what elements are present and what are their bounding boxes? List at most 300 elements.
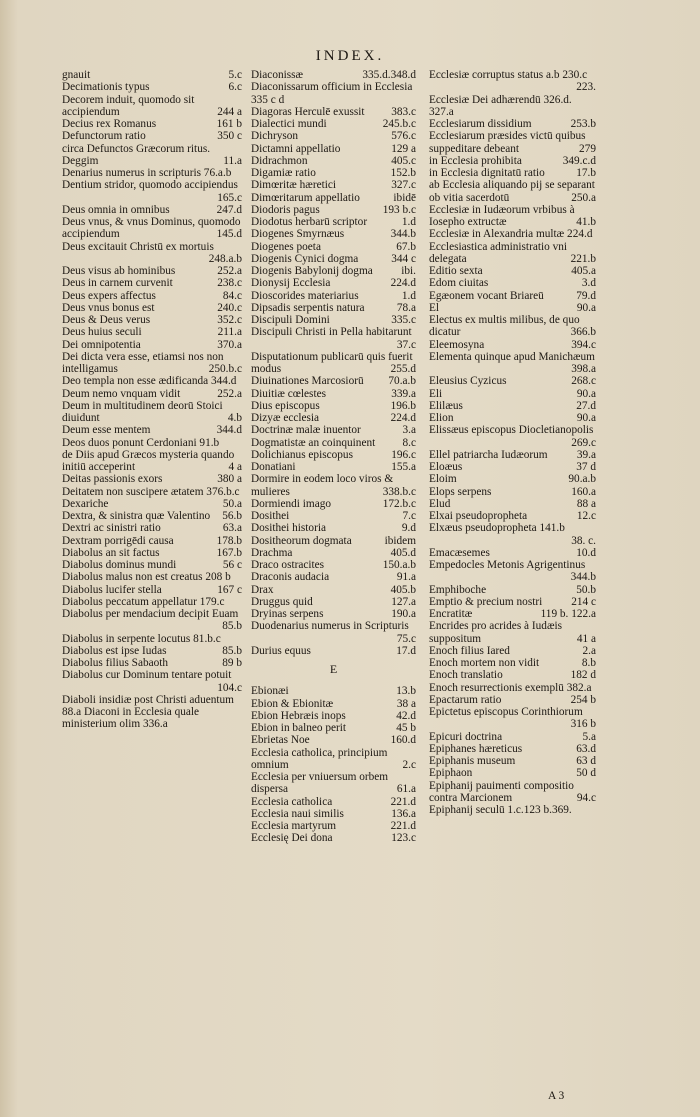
index-entry <box>429 155 596 167</box>
entry-term: Draconis audacia <box>251 571 330 584</box>
entry-term: circa Defunctos Græcorum ritus. Deggim <box>62 142 211 167</box>
entry-term: Diabolus malus non est creatus 208 b <box>62 571 231 584</box>
entry-term: Epicuri doctrina <box>429 730 503 743</box>
index-entry <box>251 710 416 722</box>
index-entry <box>429 375 596 387</box>
index-entry <box>251 106 416 118</box>
entry-term: Draco ostracites <box>251 559 325 571</box>
entry-term: Decorem induit, quomodo sit accipiendum <box>62 93 195 118</box>
index-entry <box>251 81 416 106</box>
index-entry <box>62 510 242 522</box>
entry-page-ref: 254 b <box>570 693 596 706</box>
index-entry <box>251 620 416 645</box>
entry-term: Deum in multitudinem deorū Stoici diuidunt <box>62 399 223 424</box>
index-entry <box>62 216 242 241</box>
index-entry <box>251 216 416 228</box>
entry-page-ref: 145.d <box>216 228 242 241</box>
entry-page-ref: 196.c <box>391 448 416 461</box>
entry-page-ref: 50.a <box>222 497 242 510</box>
entry-page-ref: 11.a <box>223 154 242 167</box>
entry-term: Deus visus ab hominibus <box>62 265 176 277</box>
entry-term: Dimœritarum appellatio <box>251 191 360 204</box>
entry-term: Diodotus herbarū scriptor <box>251 216 368 228</box>
index-entry <box>251 130 416 142</box>
entry-page-ref: 352.c <box>217 314 242 326</box>
entry-term: Durius equus <box>251 644 311 657</box>
index-entry <box>62 584 242 596</box>
index-entry <box>62 265 242 277</box>
entry-page-ref: 344.b <box>390 228 416 241</box>
entry-term: Elops serpens <box>429 485 492 498</box>
index-entry <box>251 437 416 449</box>
entry-page-ref: 2.a <box>582 644 596 657</box>
index-entry <box>251 265 416 277</box>
entry-term: Deitas passionis exors <box>62 473 163 486</box>
entry-term: Decius rex Romanus <box>62 118 157 130</box>
entry-term: Deum nemo vnquam vidit <box>62 387 181 400</box>
entry-term: Ecclesia catholica <box>251 795 333 808</box>
index-entry <box>251 290 416 302</box>
index-entry <box>62 179 242 204</box>
index-entry <box>429 461 596 473</box>
entry-term: in Ecclesia prohibita <box>429 154 522 167</box>
index-entry <box>251 388 416 400</box>
index-entry <box>62 522 242 534</box>
index-entry <box>251 734 416 746</box>
entry-page-ref: 245.b.c <box>382 118 416 130</box>
entry-term: Deus vnus, & vnus Dominus, quomodo accipiendum <box>62 216 241 241</box>
entry-page-ref: 221.b <box>570 252 596 265</box>
index-entry <box>429 388 596 400</box>
entry-page-ref: 90.a <box>576 412 596 424</box>
index-entry <box>429 400 596 412</box>
entry-term: Ecclesiarum præsides victū quibus suppeditare debeant <box>429 130 586 155</box>
entry-page-ref: 349.c.d <box>562 154 596 167</box>
entry-page-ref: 2.c <box>402 758 416 771</box>
entry-term: Ebion & Ebionitæ <box>251 697 334 710</box>
entry-term: Dextri ac sinistri ratio <box>62 522 161 535</box>
entry-page-ref: 165.c <box>217 191 242 204</box>
entry-page-ref: 12.c <box>576 510 596 522</box>
entry-term: Dextra, & sinistra quæ Valentino <box>62 510 211 522</box>
index-entry <box>251 685 416 697</box>
entry-term: Diuinationes Marcosiorū <box>251 375 364 388</box>
entry-page-ref: 405.b <box>390 583 416 596</box>
entry-page-ref: 78.a <box>396 301 416 314</box>
index-entry <box>429 69 596 94</box>
entry-page-ref: 155.a <box>391 461 416 473</box>
entry-page-ref: 10.d <box>576 546 596 559</box>
entry-term: Eli <box>429 387 443 400</box>
entry-page-ref: 160.a <box>571 485 596 498</box>
index-entry <box>251 314 416 326</box>
entry-page-ref: 84.c <box>222 289 242 302</box>
index-entry <box>429 265 596 277</box>
entry-page-ref: 61.a <box>396 783 416 796</box>
index-entry <box>429 351 596 376</box>
entry-term: Diabolus est ipse Iudas <box>62 644 167 657</box>
entry-term: Diabolus filius Sabaoth <box>62 657 169 669</box>
entry-term: Elxæus pseudopropheta 141.b <box>429 522 565 535</box>
index-entry <box>251 412 416 424</box>
index-entry <box>429 584 596 596</box>
index-entry <box>62 559 242 571</box>
entry-term: Epiphanis museum <box>429 755 516 767</box>
entry-page-ref: ibi. <box>401 265 416 277</box>
entry-term: Dositheorum dogmata <box>251 534 352 547</box>
index-entry <box>62 645 242 657</box>
entry-page-ref: 193 b.c <box>382 203 416 216</box>
index-entry <box>62 633 242 645</box>
entry-page-ref: 85.b <box>222 620 242 633</box>
entry-term: Dizyæ ecclesia <box>251 412 320 424</box>
entry-term: Diaconissæ <box>251 69 304 81</box>
entry-page-ref: 253.b <box>570 118 596 130</box>
entry-term: Ecclesiastica administratio vni delegata <box>429 240 568 265</box>
entry-term: Elion <box>429 412 454 424</box>
entry-page-ref: 196.b <box>390 399 416 412</box>
entry-page-ref: 38 a <box>396 697 416 710</box>
entry-page-ref: 224.d <box>390 277 416 290</box>
entry-term: Deitatem non suscipere ætatem 376.b.c <box>62 485 240 498</box>
entry-page-ref: 221.d <box>390 820 416 832</box>
index-entry <box>251 192 416 204</box>
entry-page-ref: 127.a <box>391 595 416 608</box>
entry-term: Dei omnipotentia <box>62 338 141 351</box>
index-entry <box>429 277 596 289</box>
entry-term: Deus excitauit Christū ex mortuis <box>62 240 214 253</box>
entry-page-ref: 405.c <box>391 154 416 167</box>
index-entry <box>62 473 242 485</box>
index-entry <box>429 228 596 240</box>
entry-page-ref: 45 b <box>396 722 416 734</box>
entry-term: Epactarum ratio <box>429 693 502 706</box>
index-entry <box>251 771 416 796</box>
entry-term: Drachma <box>251 546 293 559</box>
entry-term: Dormire in eodem loco viros & mulieres <box>251 473 394 498</box>
index-entry <box>62 351 242 376</box>
index-entry <box>62 608 242 633</box>
entry-term: Ecclesiæ corruptus status a.b 230.c <box>429 69 588 81</box>
index-entry <box>251 535 416 547</box>
entry-page-ref: 56 c <box>222 559 242 571</box>
entry-page-ref: 67.b <box>396 240 416 253</box>
index-entry <box>62 143 242 168</box>
index-entry <box>62 277 242 289</box>
index-entry <box>62 326 242 338</box>
index-entry <box>62 657 242 669</box>
index-entry <box>62 388 242 400</box>
entry-page-ref: 119 b. 122.a <box>540 608 596 620</box>
entry-term: Elilæus <box>429 399 463 412</box>
entry-page-ref: 221.d <box>390 795 416 808</box>
entry-term: Emptio & precium nostri <box>429 595 543 608</box>
entry-page-ref: 344.d <box>216 424 242 437</box>
entry-term: Dialectici mundi <box>251 118 327 130</box>
entry-term: Ebion Hebræis inops <box>251 709 346 722</box>
index-entry <box>429 522 596 547</box>
entry-page-ref: 380 a <box>217 473 242 486</box>
index-entry <box>429 290 596 302</box>
entry-term: Discipuli Domini <box>251 314 330 326</box>
index-entry <box>62 130 242 142</box>
entry-page-ref: 327.c <box>391 179 416 192</box>
entry-term: Deos duos ponunt Cerdoniani 91.b <box>62 436 220 449</box>
entry-term: Decimationis typus <box>62 81 150 94</box>
entry-term: Deo templa non esse ædificanda 344.d <box>62 375 237 388</box>
entry-term: Diaconissarum officium in Ecclesia 335 c d <box>251 81 413 106</box>
index-entry <box>429 94 596 119</box>
entry-page-ref: 167 c <box>217 583 242 596</box>
index-entry <box>251 820 416 832</box>
index-entry <box>62 424 242 436</box>
entry-term: Epiphanes hæreticus <box>429 742 523 755</box>
entry-page-ref: 94.c <box>576 791 596 804</box>
index-entry <box>429 498 596 510</box>
entry-page-ref: 5.a <box>582 730 596 743</box>
entry-term: Diodoris pagus <box>251 203 320 216</box>
entry-term: Epiphaon <box>429 767 473 780</box>
index-entry <box>251 596 416 608</box>
index-entry <box>429 167 596 179</box>
entry-term: Ecclesiæ in Alexandria multæ 224.d <box>429 228 593 241</box>
entry-term: Diogenis Babylonij dogma <box>251 265 373 277</box>
entry-page-ref: 1.d <box>401 216 416 228</box>
index-entry <box>429 204 596 229</box>
index-entry <box>429 118 596 130</box>
entry-term: Deus & Deus verus <box>62 314 151 326</box>
index-entry <box>251 241 416 253</box>
entry-term: Deus huius seculi <box>62 326 142 339</box>
index-entry <box>251 400 416 412</box>
entry-page-ref: 398.a <box>571 363 596 375</box>
index-entry <box>429 767 596 779</box>
entry-page-ref: 63.d <box>576 742 596 755</box>
entry-term: Diabolus dominus mundi <box>62 559 177 571</box>
entry-page-ref: 250.a <box>571 191 596 204</box>
entry-page-ref: 85.b <box>222 644 242 657</box>
entry-page-ref: 136.a <box>391 807 416 820</box>
entry-term: Deum esse mentem <box>62 424 151 437</box>
entry-page-ref: 50 d <box>576 767 596 780</box>
entry-term: Doctrinæ malæ inuentor <box>251 424 361 437</box>
entry-page-ref: 383.c <box>391 105 416 118</box>
index-entry <box>429 339 596 351</box>
index-entry <box>429 669 596 681</box>
index-entry <box>251 498 416 510</box>
entry-page-ref: 344.b <box>570 571 596 584</box>
entry-term: Epiphanij pauimenti compositio contra Marcionem <box>429 779 574 804</box>
index-entry <box>251 698 416 710</box>
entry-term: Epiphanij seculū 1.c.123 b.369. <box>429 804 572 816</box>
entry-page-ref: 4 a <box>228 461 242 473</box>
index-entry <box>251 510 416 522</box>
entry-term: Dextram porrigēdi causa <box>62 534 174 547</box>
index-entry <box>62 498 242 510</box>
entry-page-ref: 123.c <box>391 832 416 845</box>
entry-page-ref: 41.b <box>576 216 596 228</box>
entry-page-ref: 250.b.c <box>208 363 242 375</box>
entry-page-ref: 41 a <box>576 632 596 645</box>
index-entry <box>251 645 416 657</box>
index-entry <box>251 584 416 596</box>
entry-page-ref: 279 <box>579 142 596 155</box>
entry-page-ref: 370.a <box>217 338 242 351</box>
index-column-2 <box>251 69 416 845</box>
entry-page-ref: 89 b <box>222 657 242 669</box>
entry-term: Ecclesiæ in Iudæorum vrbibus à Iosepho extructæ <box>429 203 575 228</box>
entry-term: Electus ex multis milibus, de quo dicatur <box>429 314 580 339</box>
index-entry <box>62 339 242 351</box>
index-entry <box>251 155 416 167</box>
index-entry <box>429 449 596 461</box>
index-entry <box>429 743 596 755</box>
index-entry <box>251 473 416 498</box>
entry-page-ref: 161 b <box>216 118 242 130</box>
entry-page-ref: 104.c <box>217 681 242 694</box>
index-entry <box>251 832 416 844</box>
index-entry <box>429 314 596 339</box>
index-entry <box>251 302 416 314</box>
entry-term: Ecclesia martyrum <box>251 820 337 832</box>
index-entry <box>62 69 242 81</box>
entry-page-ref: 37 d <box>576 461 596 473</box>
entry-page-ref: 240.c <box>217 301 242 314</box>
entry-term: Ebrietas Noe <box>251 734 310 747</box>
index-entry <box>251 608 416 620</box>
entry-term: Encrides pro acrides à Iudæis suppositum <box>429 620 563 645</box>
entry-term: Dosithei historia <box>251 522 326 535</box>
entry-page-ref: 1.d <box>401 289 416 302</box>
entry-term: Dipsadis serpentis natura <box>251 301 365 314</box>
index-entry <box>429 130 596 155</box>
entry-term: Deus in carnem curvenit <box>62 277 173 290</box>
entry-page-ref: 223. <box>576 81 596 94</box>
entry-term: Diabolus lucifer stella <box>62 583 162 596</box>
entry-page-ref: 88 a <box>576 497 596 510</box>
entry-term: Ecclesia catholica, principium omnium <box>251 746 388 771</box>
entry-page-ref: 17.d <box>396 644 416 657</box>
entry-page-ref: 70.a.b <box>388 375 416 388</box>
entry-term: Diagoras Herculē exussit <box>251 105 365 118</box>
index-entry <box>62 449 242 474</box>
index-entry <box>251 326 416 351</box>
entry-page-ref: 339.a <box>391 387 416 400</box>
entry-term: Dosithei <box>251 510 290 522</box>
index-entry <box>62 290 242 302</box>
index-entry <box>429 731 596 743</box>
index-entry <box>429 608 596 620</box>
entry-page-ref: 394.c <box>571 338 596 351</box>
index-entry <box>429 804 596 816</box>
index-entry <box>62 669 242 694</box>
index-entry <box>429 780 596 805</box>
entry-page-ref: 8.c <box>402 436 416 449</box>
entry-page-ref: 63.a <box>222 522 242 535</box>
entry-term: Eloæus <box>429 461 463 473</box>
entry-term: Dogmatistæ an coinquinent <box>251 436 376 449</box>
index-entry <box>62 118 242 130</box>
entry-page-ref: 91.a <box>396 571 416 584</box>
entry-term: Diabolus in serpente locutus 81.b.c <box>62 632 221 645</box>
entry-page-ref: 269.c <box>571 436 596 449</box>
entry-page-ref: 90.a <box>576 387 596 400</box>
entry-page-ref: 17.b <box>576 167 596 179</box>
entry-page-ref: 7.c <box>402 510 416 522</box>
entry-term: Drax <box>251 583 274 596</box>
entry-page-ref: 344 c <box>391 252 416 265</box>
entry-page-ref: 75.c <box>396 632 416 645</box>
entry-term: Discipuli Christi in Pella habitarunt <box>251 326 412 339</box>
entry-page-ref: 350 c <box>217 130 242 143</box>
entry-page-ref: 224.d <box>390 412 416 424</box>
entry-term: Druggus quid <box>251 595 313 608</box>
entry-page-ref: 338.b.c <box>382 485 416 498</box>
index-entry <box>251 228 416 240</box>
entry-term: Disputationum publicarū quis fuerit modus <box>251 350 413 375</box>
index-entry <box>251 722 416 734</box>
entry-term: Dioscorides materiarius <box>251 289 359 302</box>
index-entry <box>251 253 416 265</box>
entry-page-ref: 56.b <box>222 510 242 522</box>
entry-page-ref: 172.b.c <box>382 497 416 510</box>
entry-page-ref: 178.b <box>216 534 242 547</box>
entry-page-ref: 244 a <box>217 105 242 118</box>
index-entry <box>251 796 416 808</box>
entry-term: Ecclesiarum dissidium <box>429 118 532 130</box>
entry-term: Dexariche <box>62 497 109 510</box>
entry-page-ref: 167.b <box>216 546 242 559</box>
entry-term: Enoch translatio <box>429 669 503 682</box>
index-entry <box>429 657 596 669</box>
entry-page-ref: 211.a <box>217 326 242 339</box>
entry-term: Elementa quinque apud Manichæum <box>429 350 595 363</box>
index-entry <box>62 694 242 731</box>
entry-term: Dichryson <box>251 130 299 143</box>
entry-page-ref: 247.d <box>216 203 242 216</box>
index-entry <box>62 204 242 216</box>
entry-page-ref: 79.d <box>576 289 596 302</box>
entry-page-ref: 9.d <box>401 522 416 535</box>
entry-page-ref: 252.a <box>217 265 242 277</box>
entry-term: Diabolus per mendacium decipit Euam <box>62 608 239 620</box>
index-entry <box>251 143 416 155</box>
index-entry <box>62 241 242 266</box>
index-entry <box>62 400 242 425</box>
entry-term: Ebion in balneo perit <box>251 722 347 734</box>
index-entry <box>251 351 416 376</box>
entry-term: Digamiæ ratio <box>251 167 316 179</box>
index-entry <box>251 522 416 534</box>
entry-term: Egæonem vocant Briareū <box>429 289 544 302</box>
entry-page-ref: 6.c <box>228 81 242 94</box>
index-entry <box>62 94 242 119</box>
index-entry <box>251 118 416 130</box>
index-entry <box>429 302 596 314</box>
entry-term: Epictetus episcopus Corinthiorum <box>429 706 583 718</box>
index-entry <box>429 473 596 485</box>
entry-term: Eleemosyna <box>429 338 485 351</box>
entry-term: Encratitæ <box>429 608 473 620</box>
index-entry <box>429 645 596 657</box>
entry-page-ref: ibidē <box>393 191 416 204</box>
entry-term: Ecclesiæ Dei adhærendū 326.d. 327.a <box>429 93 572 118</box>
entry-page-ref: 8.b <box>581 657 596 669</box>
index-entry <box>251 277 416 289</box>
entry-term: Donatiani <box>251 461 296 473</box>
index-entry <box>62 596 242 608</box>
entry-term: El <box>429 301 440 314</box>
